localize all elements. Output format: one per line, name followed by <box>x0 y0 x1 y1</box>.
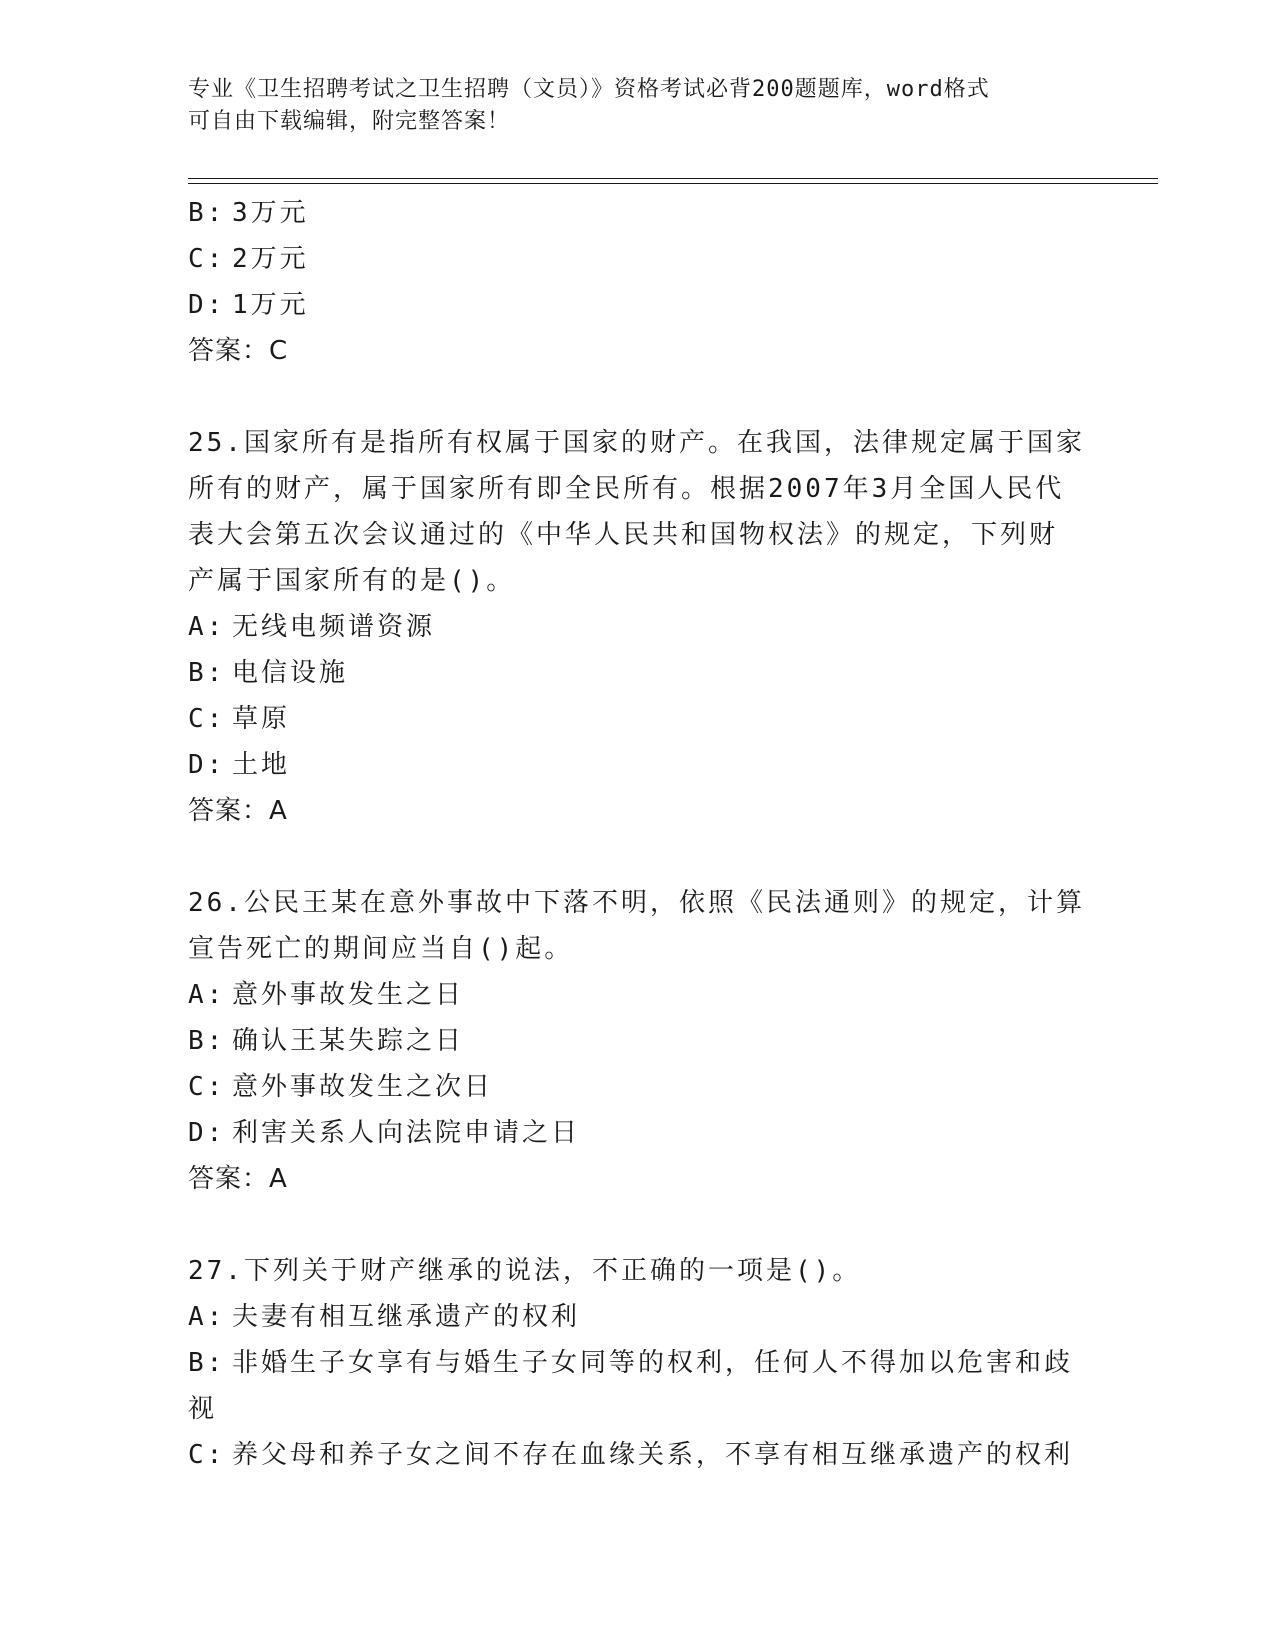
option-label: D: <box>188 290 226 320</box>
option-b <box>188 1340 1088 1386</box>
option-label: C: <box>188 704 226 734</box>
header-rule-bottom <box>188 183 1158 184</box>
option-text: 土地 <box>232 750 291 780</box>
option-text: 草原 <box>232 704 291 734</box>
option-a <box>188 972 1088 1018</box>
option-text: 非婚生子女享有与婚生子女同等的权利，任何人不得加以危害和歧 <box>232 1348 1074 1378</box>
option-label: B: <box>188 1026 226 1056</box>
option-b <box>188 190 1088 236</box>
question-text-line: 宣告死亡的期间应当自()起。 <box>188 934 574 964</box>
header-line-2: 可自由下载编辑，附完整答案！ <box>188 109 511 134</box>
option-text: 夫妻有相互继承遗产的权利 <box>232 1302 581 1332</box>
option-text: 视 <box>188 1394 218 1424</box>
option-label: C: <box>188 244 226 274</box>
option-label: A: <box>188 612 226 642</box>
spacer <box>188 1202 1088 1248</box>
option-a <box>188 1294 1088 1340</box>
option-text: 利害关系人向法院申请之日 <box>232 1118 581 1148</box>
option-label: D: <box>188 750 226 780</box>
option-c <box>188 696 1088 742</box>
question-text-line: 表大会第五次会议通过的《中华人民共和国物权法》的规定，下列财 <box>188 520 1059 550</box>
option-label: C: <box>188 1072 226 1102</box>
question-text-line: 26.公民王某在意外事故中下落不明，依照《民法通则》的规定，计算 <box>188 888 1085 918</box>
option-text: 1万元 <box>232 290 309 320</box>
option-b-continued <box>188 1386 1088 1432</box>
option-text: 养父母和养子女之间不存在血缘关系，不享有相互继承遗产的权利 <box>232 1440 1074 1470</box>
option-c <box>188 1432 1088 1478</box>
option-b <box>188 650 1088 696</box>
option-text: 2万元 <box>232 244 309 274</box>
question-25 <box>188 420 1088 834</box>
option-label: B: <box>188 198 226 228</box>
document-body <box>188 190 1088 1478</box>
question-27 <box>188 1248 1088 1478</box>
option-label: B: <box>188 658 226 688</box>
option-a <box>188 604 1088 650</box>
option-d <box>188 742 1088 788</box>
option-b <box>188 1018 1088 1064</box>
option-text: 确认王某失踪之日 <box>232 1026 465 1056</box>
option-text: 3万元 <box>232 198 309 228</box>
answer: 答案：A <box>188 796 288 826</box>
question-text-line: 25.国家所有是指所有权属于国家的财产。在我国，法律规定属于国家 <box>188 428 1085 458</box>
answer: 答案：C <box>188 336 289 366</box>
option-label: A: <box>188 980 226 1010</box>
option-c <box>188 1064 1088 1110</box>
option-label: B: <box>188 1348 226 1378</box>
question-26 <box>188 880 1088 1202</box>
question-text-line: 所有的财产，属于国家所有即全民所有。根据2007年3月全国人民代 <box>188 474 1065 504</box>
option-text: 意外事故发生之次日 <box>232 1072 494 1102</box>
option-d <box>188 282 1088 328</box>
prev-question-options <box>188 190 1088 374</box>
option-text: 电信设施 <box>232 658 349 688</box>
header-line-1: 专业《卫生招聘考试之卫生招聘（文员）》资格考试必背200题题库，word格式 <box>188 77 990 102</box>
spacer <box>188 374 1088 420</box>
spacer <box>188 834 1088 880</box>
option-c <box>188 236 1088 282</box>
answer: 答案：A <box>188 1164 288 1194</box>
option-text: 意外事故发生之日 <box>232 980 465 1010</box>
option-label: C: <box>188 1440 226 1470</box>
question-text-line: 27.下列关于财产继承的说法，不正确的一项是()。 <box>188 1256 862 1286</box>
option-d <box>188 1110 1088 1156</box>
question-text-line: 产属于国家所有的是()。 <box>188 566 516 596</box>
option-label: D: <box>188 1118 226 1148</box>
document-header <box>188 74 1088 138</box>
option-text: 无线电频谱资源 <box>232 612 436 642</box>
header-rule-top <box>188 178 1158 179</box>
option-label: A: <box>188 1302 226 1332</box>
